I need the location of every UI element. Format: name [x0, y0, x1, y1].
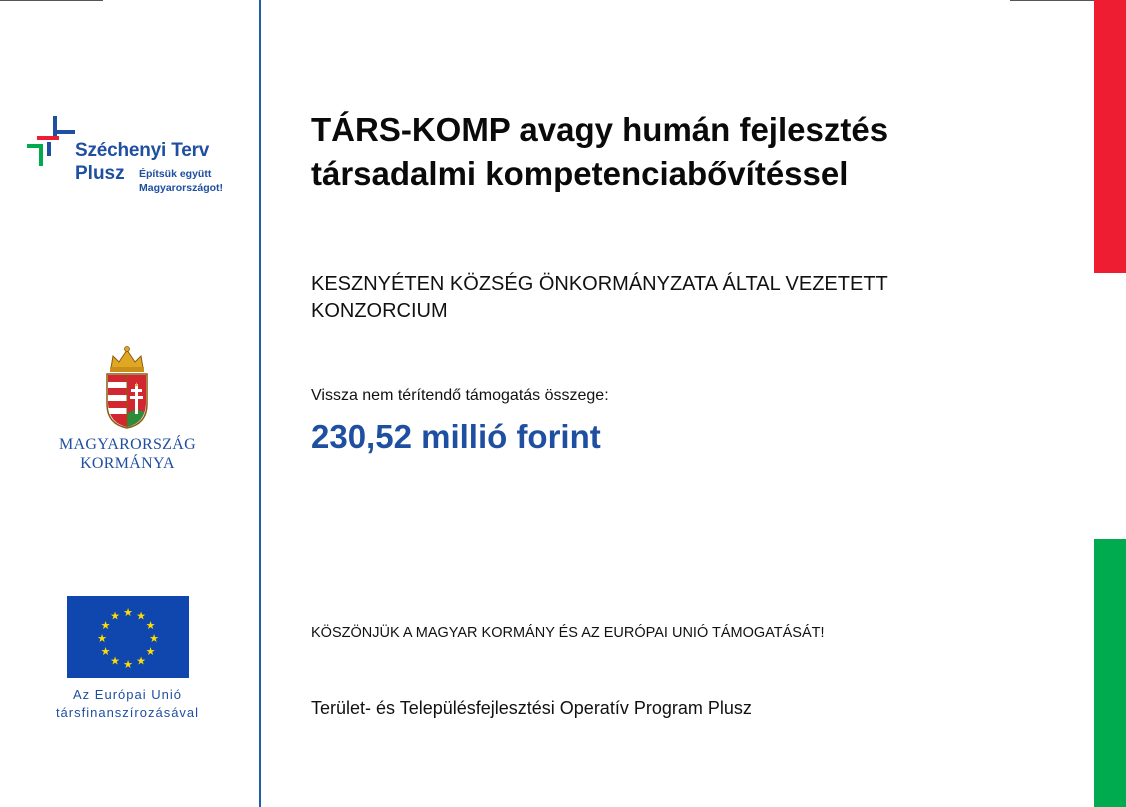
svg-text:★: ★: [110, 654, 120, 668]
eu-caption-line-2: társfinanszírozásával: [55, 705, 200, 720]
grant-amount: 230,52 millió forint: [311, 418, 601, 455]
project-title-line-1: TÁRS-KOMP avagy humán fejlesztés: [311, 111, 889, 148]
szechenyi-cross-icon: [27, 116, 75, 168]
svg-text:★: ★: [100, 619, 111, 632]
svg-text:★: ★: [145, 619, 156, 632]
svg-text:★: ★: [136, 654, 146, 668]
thanks-text: KÖSZÖNJÜK A MAGYAR KORMÁNY ÉS AZ EURÓPAI UNIÓ TÁMOGATÁSÁT!: [311, 625, 825, 641]
svg-text:★: ★: [123, 658, 133, 671]
vertical-divider: [259, 0, 261, 807]
grant-label: Vissza nem térítendő támogatás összege:: [311, 387, 609, 404]
top-rule-left: [0, 0, 103, 1]
beneficiary: [311, 271, 1071, 325]
eu-caption-line-1: Az Európai Unió: [73, 687, 182, 702]
top-rule-right: [1010, 0, 1094, 1]
government-name-line-2: KORMÁNYA: [80, 455, 175, 472]
beneficiary-line-2: KONZORCIUM: [311, 300, 448, 322]
szechenyi-terv-logo: [27, 116, 237, 206]
szechenyi-title: Széchenyi Terv: [75, 140, 210, 161]
project-title: [311, 108, 1071, 196]
szechenyi-tagline-2: Magyarországot!: [139, 182, 224, 194]
svg-text:★: ★: [110, 609, 120, 623]
szechenyi-tagline-1: Építsük együtt: [139, 168, 212, 180]
government-name-line-1: MAGYARORSZÁG: [59, 436, 196, 453]
svg-text:★: ★: [97, 632, 107, 645]
project-title-line-2: társadalmi kompetenciabővítéssel: [311, 155, 849, 192]
svg-text:★: ★: [123, 606, 133, 619]
program-name: Terület- és Településfejlesztési Operatív Program Plusz: [311, 698, 752, 718]
eu-flag-icon: [67, 596, 189, 678]
flag-stripe-red: [1094, 0, 1126, 273]
beneficiary-line-1: KESZNYÉTEN KÖZSÉG ÖNKORMÁNYZATA ÁLTAL VEZETETT: [311, 273, 888, 295]
hungarian-coat-of-arms-icon: [105, 346, 149, 430]
svg-text:★: ★: [100, 645, 111, 658]
svg-text:★: ★: [149, 632, 159, 645]
flag-stripe-green: [1094, 539, 1126, 807]
svg-text:★: ★: [136, 609, 146, 623]
svg-text:★: ★: [145, 645, 156, 658]
szechenyi-plusz: Plusz: [75, 163, 125, 184]
